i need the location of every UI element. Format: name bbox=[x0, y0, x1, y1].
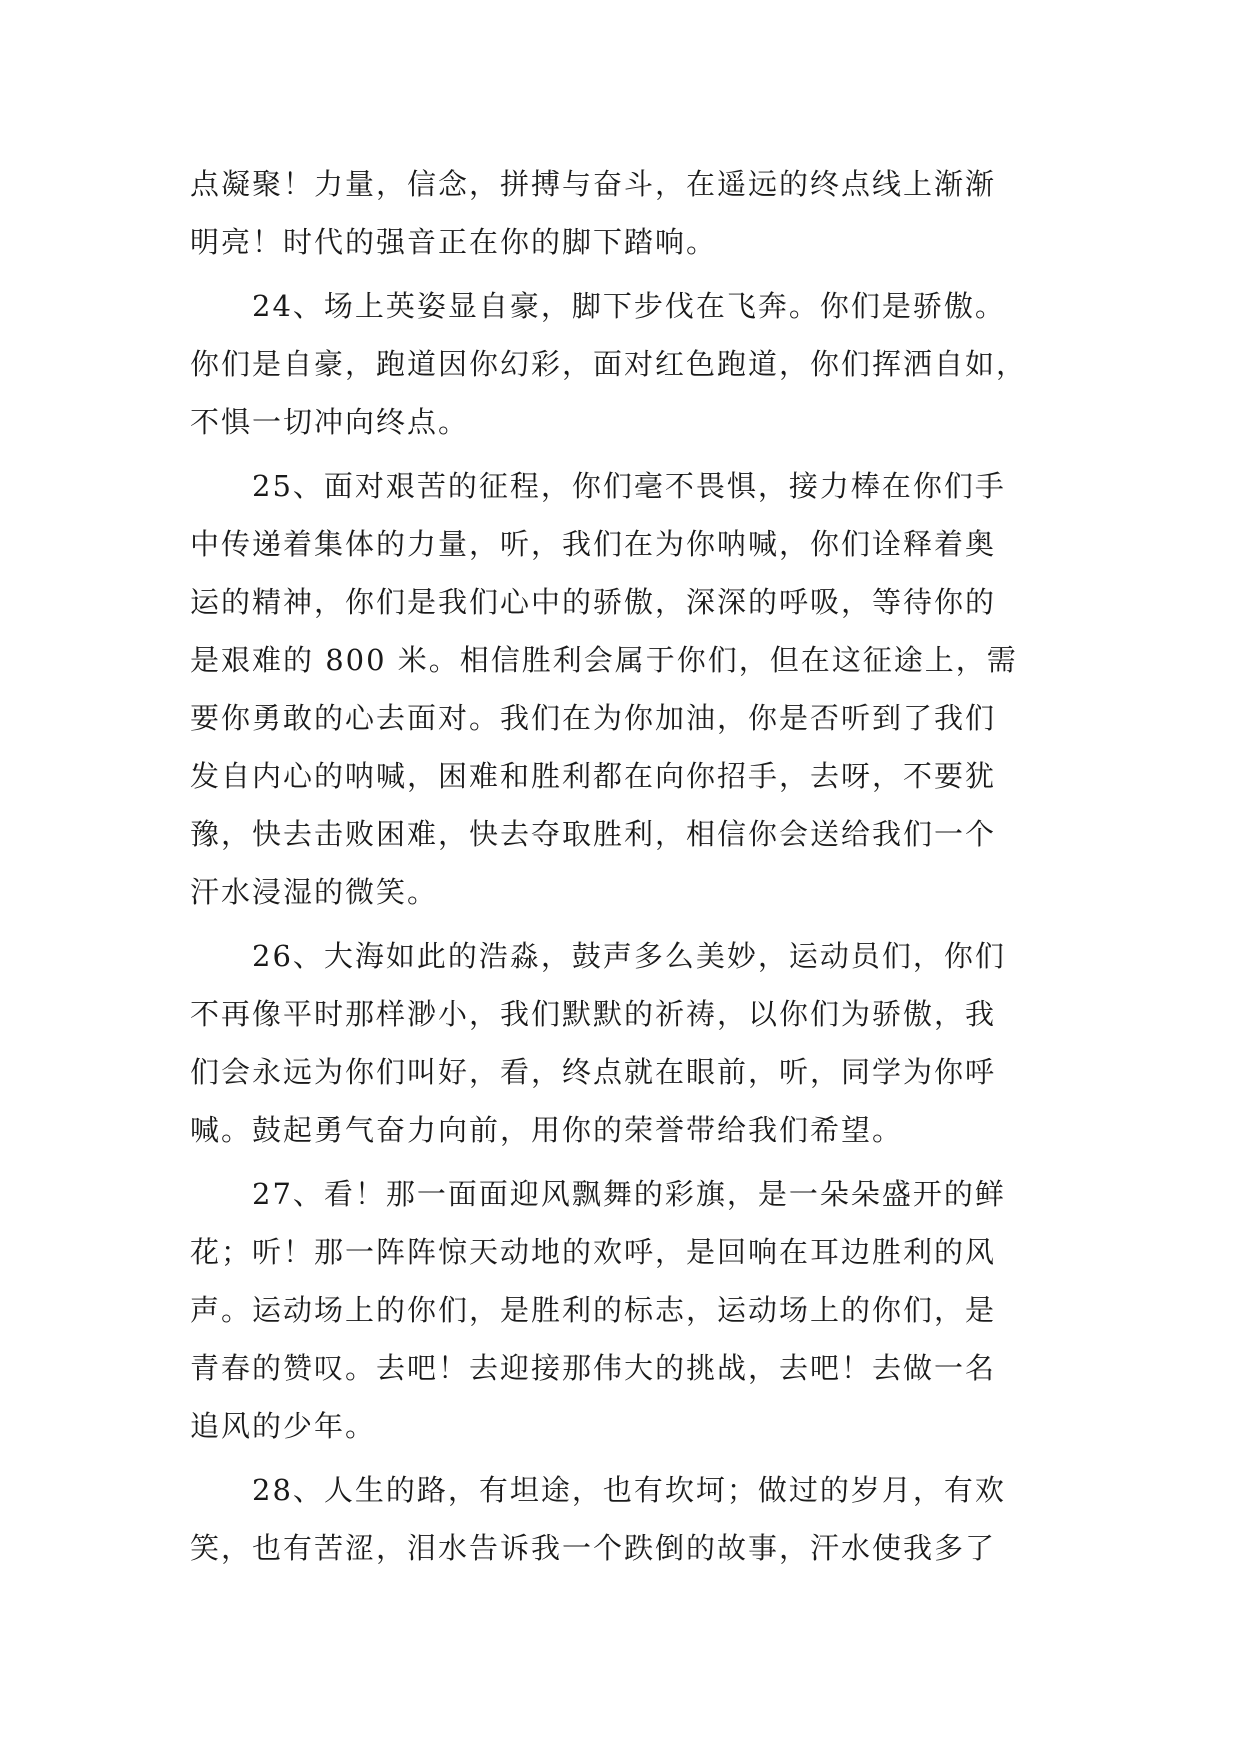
text-line: 汗水浸湿的微笑。 bbox=[190, 875, 439, 909]
text-line: 25、面对艰苦的征程，你们毫不畏惧，接力棒在你们手 bbox=[252, 469, 1006, 503]
text-line: 26、大海如此的浩淼，鼓声多么美妙，运动员们，你们 bbox=[252, 939, 1006, 973]
text-line: 笑，也有苦涩，泪水告诉我一个跌倒的故事，汗水使我多了 bbox=[190, 1531, 997, 1565]
text-line: 27、看！那一面面迎风飘舞的彩旗，是一朵朵盛开的鲜 bbox=[252, 1177, 1006, 1211]
paragraph-27 bbox=[190, 1165, 1070, 1455]
text-line: 24、场上英姿显自豪，脚下步伐在飞奔。你们是骄傲。 bbox=[252, 289, 1006, 323]
text-line: 点凝聚！力量，信念，拼搏与奋斗，在遥远的终点线上渐渐 bbox=[190, 167, 997, 201]
text-line: 是艰难的 800 米。相信胜利会属于你们，但在这征途上，需 bbox=[190, 643, 1018, 677]
text-line: 花；听！那一阵阵惊天动地的欢呼，是回响在耳边胜利的风 bbox=[190, 1235, 997, 1269]
text-line: 声。运动场上的你们，是胜利的标志，运动场上的你们，是 bbox=[190, 1293, 997, 1327]
text-line: 运的精神，你们是我们心中的骄傲，深深的呼吸，等待你的 bbox=[190, 585, 997, 619]
paragraph-28 bbox=[190, 1461, 1070, 1577]
text-line: 要你勇敢的心去面对。我们在为你加油，你是否听到了我们 bbox=[190, 701, 997, 735]
text-line: 中传递着集体的力量，听，我们在为你呐喊，你们诠释着奥 bbox=[190, 527, 997, 561]
text-line: 不惧一切冲向终点。 bbox=[190, 405, 470, 439]
paragraph-26 bbox=[190, 927, 1070, 1159]
text-line: 发自内心的呐喊，困难和胜利都在向你招手，去呀，不要犹 bbox=[190, 759, 997, 793]
text-line: 明亮！时代的强音正在你的脚下踏响。 bbox=[190, 225, 718, 259]
paragraph-23-continued bbox=[190, 155, 1070, 271]
text-line: 青春的赞叹。去吧！去迎接那伟大的挑战，去吧！去做一名 bbox=[190, 1351, 997, 1385]
paragraph-24 bbox=[190, 277, 1070, 451]
text-line: 28、人生的路，有坦途，也有坎坷；做过的岁月，有欢 bbox=[252, 1473, 1006, 1507]
text-line: 们会永远为你们叫好，看，终点就在眼前，听，同学为你呼 bbox=[190, 1055, 997, 1089]
text-line: 豫，快去击败困难，快去夺取胜利，相信你会送给我们一个 bbox=[190, 817, 997, 851]
text-line: 追风的少年。 bbox=[190, 1409, 377, 1443]
document-body bbox=[190, 155, 1070, 1577]
text-line: 不再像平时那样渺小，我们默默的祈祷，以你们为骄傲，我 bbox=[190, 997, 997, 1031]
text-line: 你们是自豪，跑道因你幻彩，面对红色跑道，你们挥洒自如， bbox=[190, 347, 1028, 381]
text-line: 喊。鼓起勇气奋力向前，用你的荣誉带给我们希望。 bbox=[190, 1113, 904, 1147]
paragraph-25 bbox=[190, 457, 1070, 921]
